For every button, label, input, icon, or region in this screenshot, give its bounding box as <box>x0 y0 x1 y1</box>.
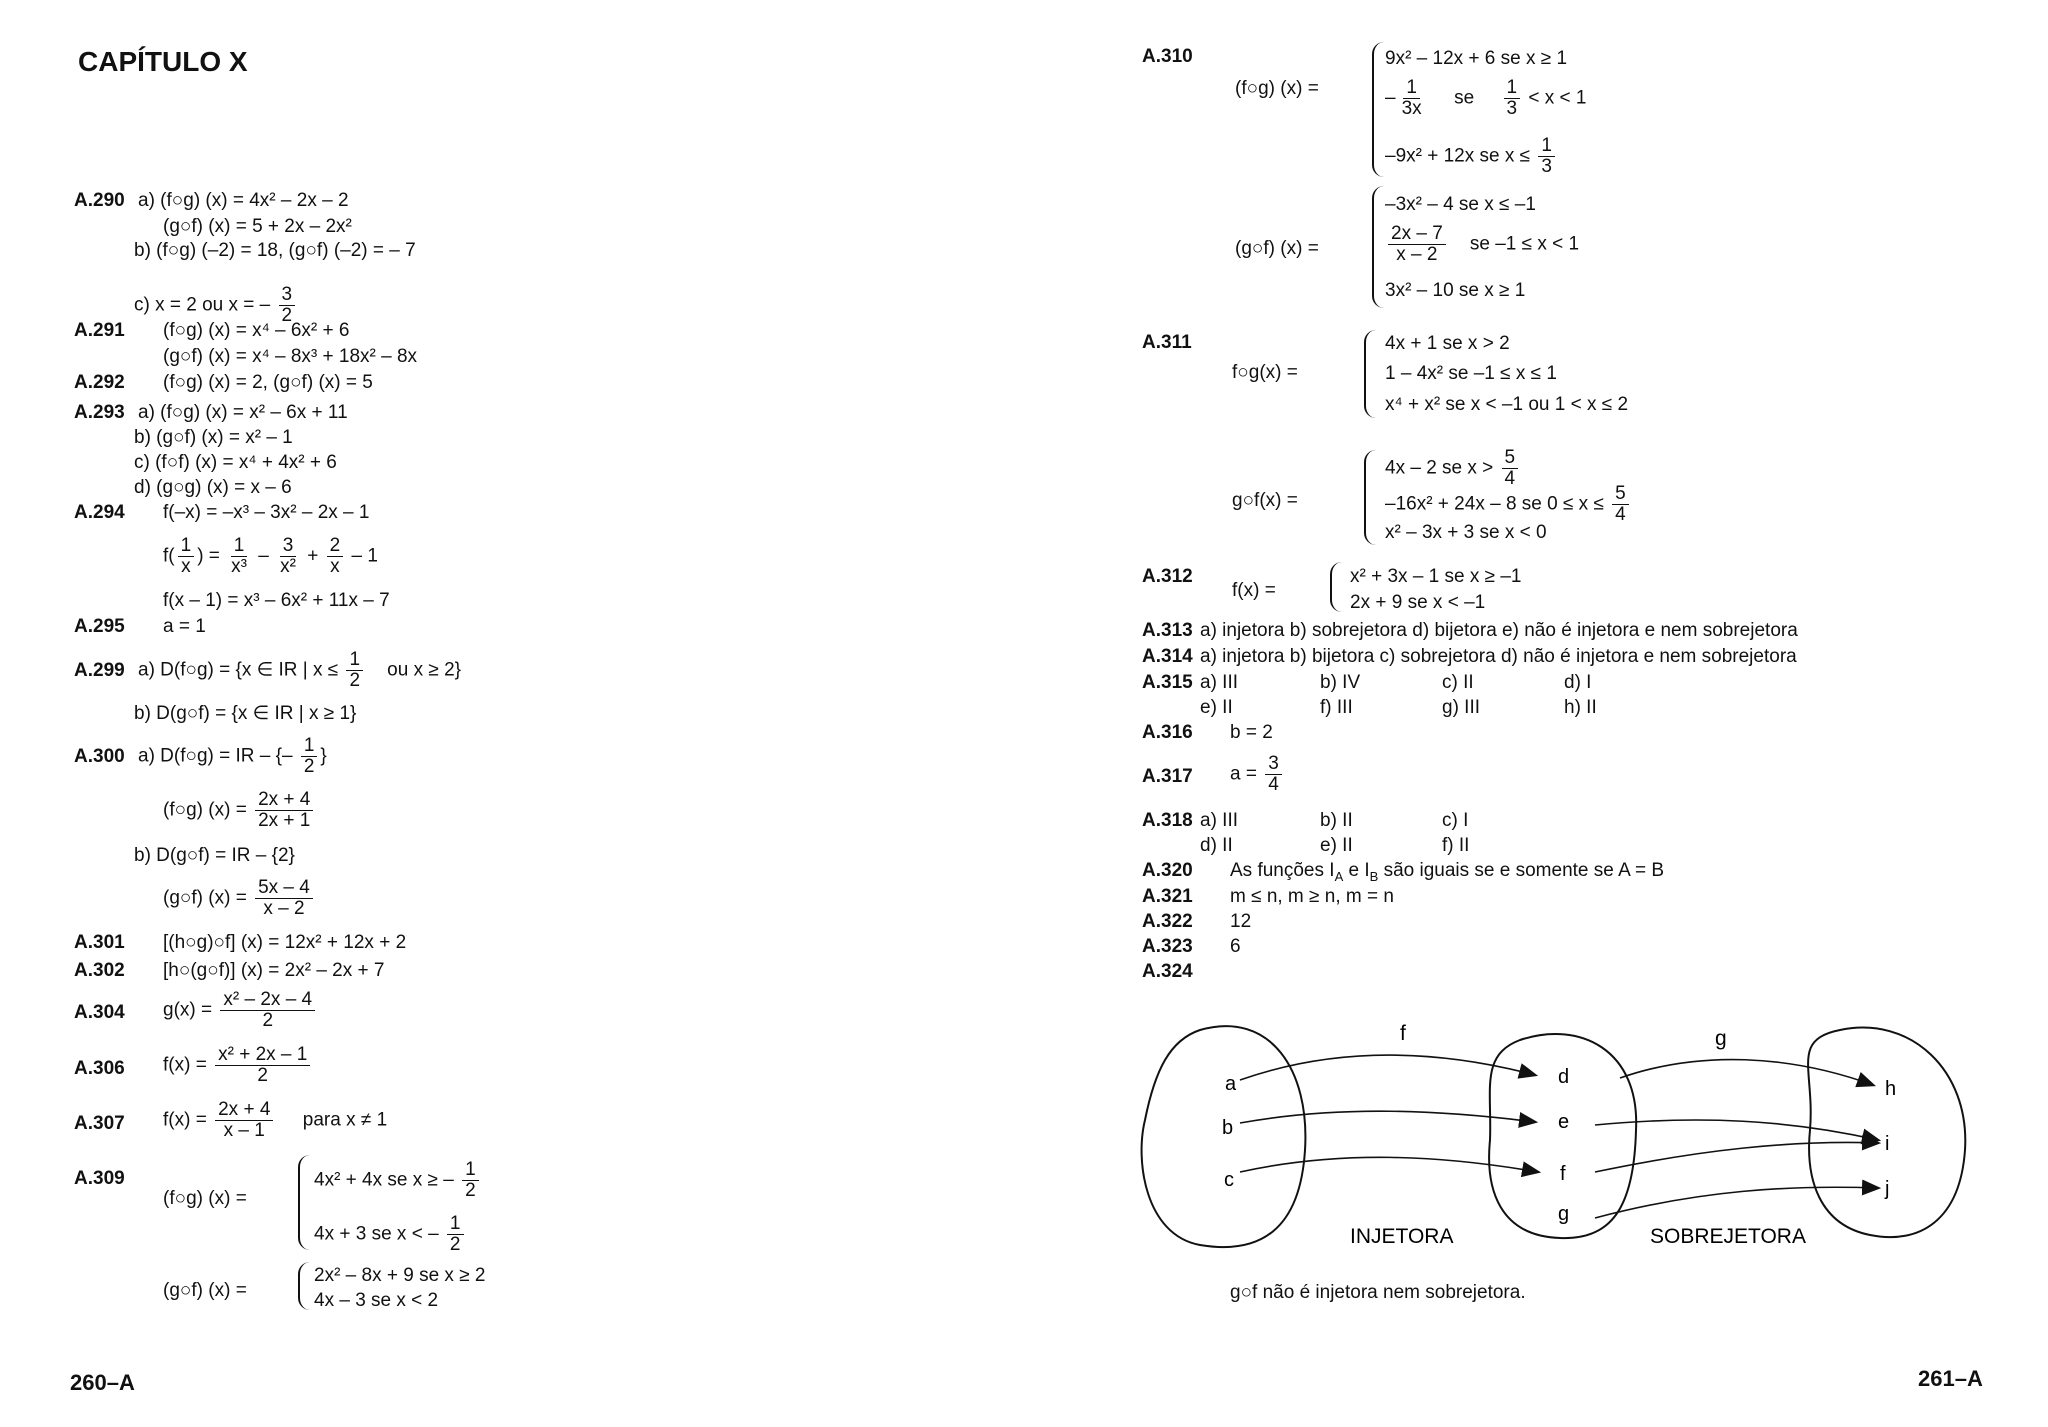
answer-line: 4x² + 4x se x ≥ – $\frac{1}{2}$ <box>314 1160 482 1201</box>
item-label: A.294 <box>74 502 125 523</box>
answer-line: g○f(x) = <box>1232 490 1298 511</box>
answer-line: a) injetora b) bijetora c) sobrejetora d) não é injetora e nem sobrejetora <box>1200 646 1797 667</box>
elem-g: g <box>1558 1203 1570 1225</box>
answer-line: f) II <box>1442 835 1470 856</box>
brace <box>298 1155 310 1250</box>
item-label: A.323 <box>1142 936 1193 957</box>
arrow-g-j <box>1595 1187 1878 1218</box>
brace <box>1330 562 1342 612</box>
item-label: A.291 <box>74 320 125 341</box>
answer-line: $\frac{2x - 7}{x - 2}$ se –1 ≤ x < 1 <box>1385 224 1579 265</box>
item-label: A.324 <box>1142 961 1193 982</box>
answer-line: a) (f○g) (x) = x² – 6x + 11 <box>138 402 348 423</box>
page-number: 260–A <box>70 1370 135 1395</box>
answer-line: d) I <box>1564 672 1592 693</box>
answer-line: f(x) = <box>1232 580 1276 601</box>
arrow-f-i <box>1595 1142 1878 1172</box>
item-label: A.309 <box>74 1168 125 1189</box>
caption-sobrejetora: SOBREJETORA <box>1650 1225 1806 1248</box>
item-label: A.320 <box>1142 860 1193 881</box>
elem-c: c <box>1224 1169 1234 1191</box>
answer-line: f( $\frac{1}{x}$ ) = $\frac{1}{\text{x³}}$ – $\frac{3}{\text{x²}}$ + $\frac{2}{x}$ – 1 <box>163 535 378 577</box>
answer-line: (g○f) (x) = $\frac{5x - 4}{x - 2}$ <box>163 878 316 919</box>
item-label: A.312 <box>1142 566 1193 587</box>
answer-line: (g○f) (x) = <box>1235 238 1319 259</box>
answer-line: 1 – 4x² se –1 ≤ x ≤ 1 <box>1385 363 1557 384</box>
answer-line: f○g(x) = <box>1232 362 1298 383</box>
footnote: g○f não é injetora nem sobrejetora. <box>1230 1282 1526 1303</box>
answer-line: b) D(g○f) = {x ∈ IR | x ≥ 1} <box>134 703 357 724</box>
answer-line: (f○g) (x) = $\frac{2x + 4}{2x + 1}$ <box>163 790 316 831</box>
elem-j: j <box>1885 1178 1890 1200</box>
elem-e: e <box>1558 1111 1570 1133</box>
item-label: A.295 <box>74 616 125 637</box>
answer-line: g(x) = $\frac{\text{x² – 2x – 4}}{2}$ <box>163 990 318 1031</box>
answer-line: c) II <box>1442 672 1474 693</box>
arrow-e-i <box>1595 1120 1878 1140</box>
answer-line: d) (g○g) (x) = x – 6 <box>134 477 292 498</box>
answer-line: (f○g) (x) = <box>1235 78 1319 99</box>
caption-injetora: INJETORA <box>1350 1225 1454 1248</box>
item-label: A.318 <box>1142 810 1193 831</box>
answer-line: e) II <box>1200 697 1233 718</box>
answer-line: b) II <box>1320 810 1353 831</box>
answer-line: b) (g○f) (x) = x² – 1 <box>134 427 293 448</box>
brace <box>1364 330 1376 418</box>
item-label: A.317 <box>1142 766 1193 787</box>
f-label: f <box>1400 1022 1406 1045</box>
brace <box>1372 186 1384 308</box>
answer-line: (f○g) (x) = x⁴ – 6x² + 6 <box>163 320 350 341</box>
answer-line: 9x² – 12x + 6 se x ≥ 1 <box>1385 48 1568 69</box>
elem-h: h <box>1885 1078 1897 1100</box>
answer-line: As funções $I_A$ e $I_B$ são iguais se e somente se A = B <box>1230 860 1665 884</box>
answer-line: f(–x) = –x³ – 3x² – 2x – 1 <box>163 502 370 523</box>
brace <box>298 1262 310 1310</box>
brace <box>1364 450 1376 545</box>
elem-i: i <box>1885 1133 1890 1155</box>
answer-line: a) D(f○g) = IR – {– $\frac{1}{2}$ } <box>138 735 327 777</box>
answer-line: 2x² – 8x + 9 se x ≥ 2 <box>314 1265 486 1286</box>
answer-line: g) III <box>1442 697 1481 718</box>
page-number: 261–A <box>1918 1366 1983 1391</box>
answer-line: 4x + 1 se x > 2 <box>1385 333 1510 354</box>
answer-line: f(x) = $\frac{\text{x² + 2x – 1}}{2}$ <box>163 1045 313 1086</box>
item-label: A.316 <box>1142 722 1193 743</box>
answer-line: 3x² – 10 se x ≥ 1 <box>1385 280 1526 301</box>
answer-line: (f○g) (x) = <box>163 1188 247 1209</box>
answer-line: a) III <box>1200 810 1239 831</box>
answer-line: 6 <box>1230 936 1241 957</box>
g-label: g <box>1715 1027 1727 1050</box>
answer-line: a) injetora b) sobrejetora d) bijetora e) não é injetora e nem sobrejetora <box>1200 620 1798 641</box>
item-label: A.311 <box>1142 332 1192 353</box>
mapping-diagram <box>1140 1010 1980 1310</box>
item-label: A.307 <box>74 1113 125 1134</box>
answer-line: b) D(g○f) = IR – {2} <box>134 845 295 866</box>
item-label: A.314 <box>1142 646 1193 667</box>
chapter-title: CAPÍTULO X <box>78 46 248 77</box>
item-label: A.322 <box>1142 911 1193 932</box>
answer-line: (g○f) (x) = 5 + 2x – 2x² <box>163 216 352 237</box>
answer-line: c) (f○f) (x) = x⁴ + 4x² + 6 <box>134 452 337 473</box>
elem-d: d <box>1558 1066 1570 1088</box>
answer-line: c) I <box>1442 810 1469 831</box>
arrow-c-f <box>1240 1157 1538 1172</box>
answer-line: h) II <box>1564 697 1597 718</box>
answer-line: (g○f) (x) = <box>163 1280 247 1301</box>
item-label: A.301 <box>74 932 125 953</box>
elem-b: b <box>1222 1117 1234 1139</box>
answer-line: e) II <box>1320 835 1353 856</box>
answer-line: f(x) = $\frac{2x + 4}{x - 1}$ para x ≠ 1 <box>163 1099 388 1141</box>
answer-line: [(h○g)○f] (x) = 12x² + 12x + 2 <box>163 932 407 953</box>
answer-line: m ≤ n, m ≥ n, m = n <box>1230 886 1394 907</box>
item-label: A.306 <box>74 1058 125 1079</box>
answer-line: 12 <box>1230 911 1252 932</box>
answer-line: a) (f○g) (x) = 4x² – 2x – 2 <box>138 190 349 211</box>
answer-line: 4x – 3 se x < 2 <box>314 1290 439 1311</box>
item-label: A.321 <box>1142 886 1193 907</box>
item-label: A.292 <box>74 372 125 393</box>
item-label: A.302 <box>74 960 125 981</box>
item-label: A.315 <box>1142 672 1193 693</box>
answer-line: a) III <box>1200 672 1239 693</box>
answer-line: 4x + 3 se x < – $\frac{1}{2}$ <box>314 1214 467 1255</box>
item-label: A.290 <box>74 190 125 211</box>
answer-line: b = 2 <box>1230 722 1273 743</box>
answer-line: [h○(g○f)] (x) = 2x² – 2x + 7 <box>163 960 385 981</box>
item-label: A.310 <box>1142 46 1193 67</box>
answer-line: a = 1 <box>163 616 206 637</box>
item-label: A.299 <box>74 660 125 681</box>
answer-line: a) D(f○g) = {x ∈ IR | x ≤ $\frac{1}{2}$ ou x ≥ 2} <box>138 649 461 691</box>
answer-line: x² – 3x + 3 se x < 0 <box>1385 522 1547 543</box>
answer-line: (f○g) (x) = 2, (g○f) (x) = 5 <box>163 372 373 393</box>
answer-line: c) x = 2 ou x = – $\frac{3}{2}$ <box>134 285 298 326</box>
arrow-d-h <box>1620 1060 1873 1085</box>
answer-line: b) (f○g) (–2) = 18, (g○f) (–2) = – 7 <box>134 240 416 261</box>
answer-line: –3x² – 4 se x ≤ –1 <box>1385 194 1536 215</box>
item-label: A.304 <box>74 1002 125 1023</box>
answer-line: a = $\frac{3}{4}$ <box>1230 754 1285 795</box>
answer-line: f) III <box>1320 697 1353 718</box>
answer-line: b) IV <box>1320 672 1361 693</box>
answer-line: f(x – 1) = x³ – 6x² + 11x – 7 <box>163 590 390 611</box>
answer-line: x² + 3x – 1 se x ≥ –1 <box>1350 566 1522 587</box>
elem-a: a <box>1225 1073 1237 1095</box>
brace <box>1372 42 1384 177</box>
fraction: $\frac{3}{2}$ <box>279 285 296 326</box>
answer-line: 4x – 2 se x > $\frac{5}{4}$ <box>1385 448 1521 489</box>
answer-line: 2x + 9 se x < –1 <box>1350 592 1486 613</box>
item-label: A.293 <box>74 402 125 423</box>
answer-line: –9x² + 12x se x ≤ $\frac{1}{3}$ <box>1385 136 1558 177</box>
answer-line: d) II <box>1200 835 1233 856</box>
answer-line: x⁴ + x² se x < –1 ou 1 < x ≤ 2 <box>1385 394 1629 415</box>
item-label: A.300 <box>74 746 125 767</box>
answer-line: –16x² + 24x – 8 se 0 ≤ x ≤ $\frac{5}{4}$ <box>1385 484 1632 525</box>
answer-line: (g○f) (x) = x⁴ – 8x³ + 18x² – 8x <box>163 346 418 367</box>
item-label: A.313 <box>1142 620 1193 641</box>
elem-f: f <box>1560 1163 1566 1185</box>
answer-line: – $\frac{1}{3x}$ se $\frac{1}{3}$ < x < 1 <box>1385 77 1587 119</box>
